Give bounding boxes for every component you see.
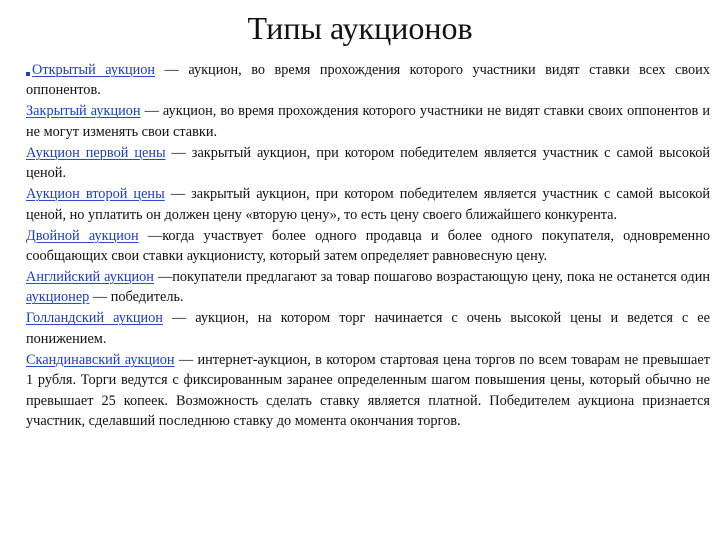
bullet-marker <box>26 72 30 76</box>
definition-open-auction <box>26 60 710 101</box>
term-link-first-price-auction[interactable]: Аукцион первой цены <box>26 144 166 161</box>
term-link-dutch-auction[interactable]: Голландский аукцион <box>26 310 163 327</box>
definition-closed-auction <box>26 101 710 142</box>
definition-first-price-auction <box>26 143 710 184</box>
term-link-english-auction[interactable]: Английский аукцион <box>26 269 154 286</box>
definition-text: —когда участвует более одного продавца и более одного покупателя, одновременно сообщающих свои ставки аукционисту, который затем определяет равновесную цену. <box>26 227 710 265</box>
definition-second-price-auction <box>26 184 710 225</box>
term-link-auctioneer[interactable]: аукционер <box>26 289 90 306</box>
definition-english-auction <box>26 267 710 308</box>
definition-list <box>26 60 710 432</box>
term-link-double-auction[interactable]: Двойной аукцион <box>26 227 139 244</box>
definition-text: — интернет-аукцион, в котором стартовая цена торгов по всем товарам не превышает 1 рубля. Торги ведутся с фиксированным заранее определенным шагом повышения цены, который обычно не превышает 25 копеек. Возможность сделать ставку является платной. Победителем аукциона признается участник, сделавший последнюю ставку до момента окончания торгов. <box>26 351 710 430</box>
definition-text: — закрытый аукцион, при котором победителем является участник с самой высокой ценой. <box>26 144 710 182</box>
term-link-closed-auction[interactable]: Закрытый аукцион <box>26 103 141 120</box>
term-link-open-auction[interactable]: Открытый аукцион <box>32 62 156 78</box>
definition-scandinavian-auction <box>26 350 710 432</box>
term-link-second-price-auction[interactable]: Аукцион второй цены <box>26 186 165 203</box>
definition-text: — победитель. <box>89 289 184 306</box>
definition-text: — закрытый аукцион, при котором победителем является участник с самой высокой ценой, но уплатить он должен цену «вторую цену», то есть цену своего ближайшего конкурента. <box>26 186 710 223</box>
slide-title: Типы аукционов <box>247 10 473 46</box>
definition-text: — аукцион, во время прохождения которого участники видят ставки всех своих оппонентов. <box>26 62 710 99</box>
definition-text: — аукцион, на котором торг начинается с очень высокой цены и ведется с ее понижением. <box>26 310 710 347</box>
definition-dutch-auction <box>26 308 710 349</box>
definition-double-auction <box>26 226 710 267</box>
definition-text: —покупатели предлагают за товар пошагово возрастающую цену, пока не останется один <box>153 269 710 286</box>
term-link-scandinavian-auction[interactable]: Скандинавский аукцион <box>26 351 175 368</box>
definition-text: — аукцион, во время прохождения которого участники не видят ставки своих оппонентов и не могут изменять свои ставки. <box>26 103 710 140</box>
